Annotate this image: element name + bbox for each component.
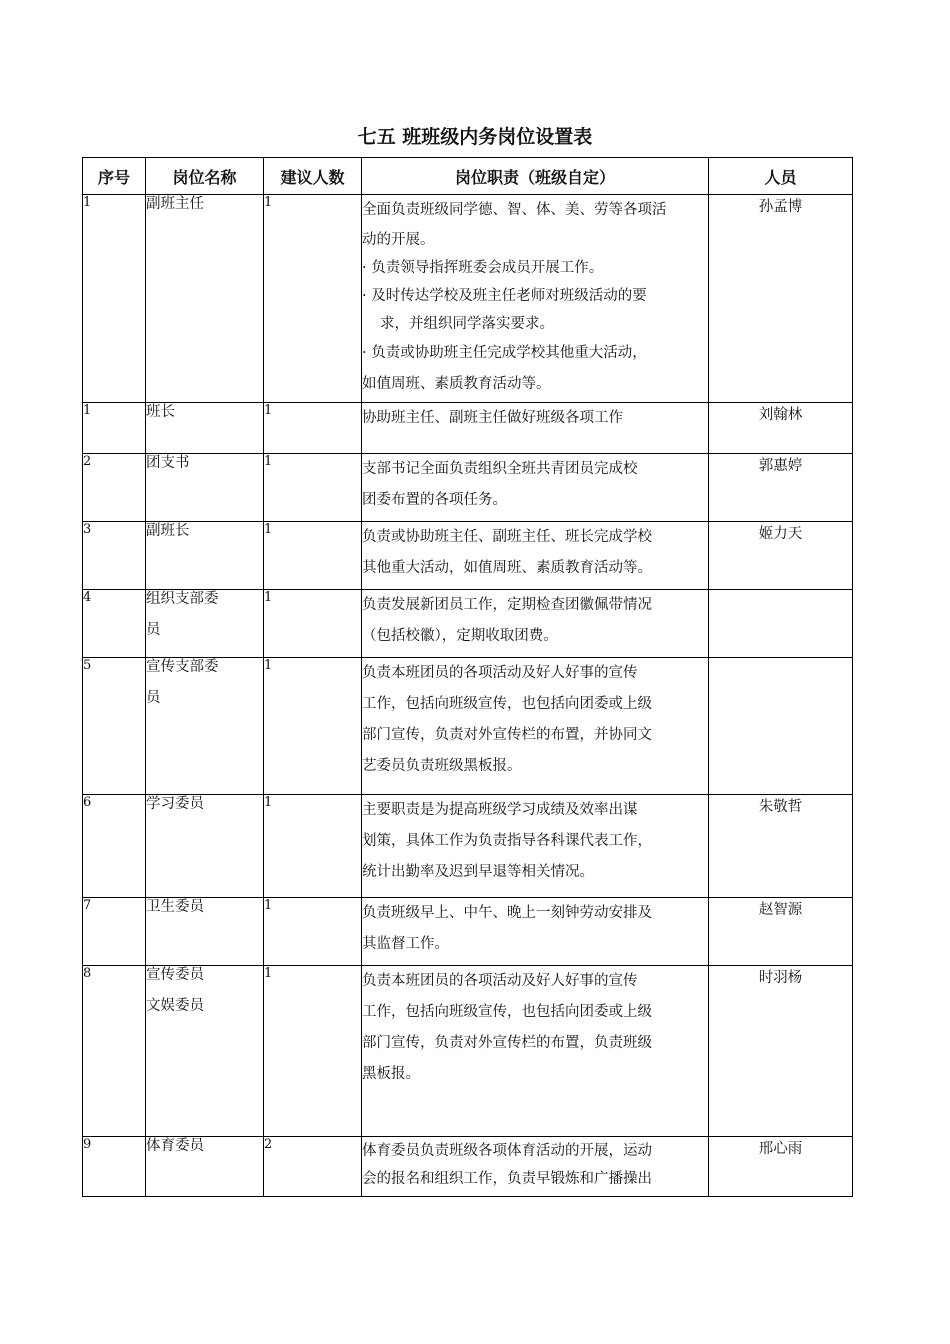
duty-line: 主要职责是为提高班级学习成绩及效率出谋 [362, 802, 638, 818]
duty-line: 统计出勤率及迟到早退等相关情况。 [362, 864, 594, 880]
position-line: 员 [146, 622, 161, 638]
count-cell: 1 [264, 966, 362, 1137]
serial-cell: 4 [83, 590, 146, 658]
duty-line: 其监督工作。 [362, 936, 449, 952]
duty-line: 会的报名和组织工作，负责早锻炼和广播操出 [362, 1171, 652, 1187]
duty-cell [362, 1137, 709, 1197]
person-cell: 时羽杨 [709, 966, 853, 1137]
position-line: 团支书 [146, 455, 190, 471]
position-cell [146, 590, 264, 658]
duty-line: 部门宣传，负责对外宣传栏的布置，并协同文 [362, 727, 652, 743]
serial-cell: 9 [83, 1137, 146, 1197]
serial-cell: 7 [83, 898, 146, 966]
position-line: 员 [146, 690, 161, 706]
position-cell [146, 898, 264, 966]
duty-line: 划策，具体工作为负责指导各科课代表工作， [362, 833, 652, 849]
table-row [83, 195, 853, 403]
position-cell [146, 195, 264, 403]
table-row [83, 1137, 853, 1197]
page-title: 七五 班班级内务岗位设置表 [357, 126, 593, 148]
header-serial: 序号 [83, 158, 146, 195]
position-line: 卫生委员 [146, 899, 204, 915]
position-line: 宣传支部委 [146, 659, 219, 675]
duty-line: · 及时传达学校及班主任老师对班级活动的要 [362, 288, 647, 304]
serial-cell: 6 [83, 795, 146, 898]
serial-cell: 1 [83, 403, 146, 454]
duty-line: 负责或协助班主任、副班主任、班长完成学校 [362, 529, 652, 545]
position-cell [146, 795, 264, 898]
duty-cell [362, 195, 709, 403]
table-row [83, 522, 853, 590]
duty-line: 负责班级早上、中午、晚上一刻钟劳动安排及 [362, 905, 652, 921]
position-line: 体育委员 [146, 1138, 204, 1154]
duty-line: 工作，包括向班级宣传，也包括向团委或上级 [362, 696, 652, 712]
position-cell [146, 966, 264, 1137]
position-line: 副班长 [146, 523, 190, 539]
duty-line: 工作，包括向班级宣传，也包括向团委或上级 [362, 1004, 652, 1020]
person-cell: 朱敬哲 [709, 795, 853, 898]
duty-line: 负责本班团员的各项活动及好人好事的宣传 [362, 973, 638, 989]
serial-cell: 1 [83, 195, 146, 403]
serial-cell: 5 [83, 658, 146, 795]
duty-line: · 负责或协助班主任完成学校其他重大活动， [362, 345, 647, 361]
position-cell [146, 1137, 264, 1197]
count-cell: 2 [264, 1137, 362, 1197]
duty-cell [362, 522, 709, 590]
person-cell: 邢心雨 [709, 1137, 853, 1197]
person-cell [709, 590, 853, 658]
count-cell: 1 [264, 898, 362, 966]
person-cell [709, 658, 853, 795]
duty-line: （包括校徽），定期收取团费。 [362, 628, 558, 644]
count-cell: 1 [264, 522, 362, 590]
count-cell: 1 [264, 658, 362, 795]
duty-cell [362, 590, 709, 658]
person-cell: 孙孟博 [709, 195, 853, 403]
count-cell: 1 [264, 454, 362, 522]
duty-line: 支部书记全面负责组织全班共青团员完成校 [362, 461, 638, 477]
table-row [83, 898, 853, 966]
duty-cell [362, 795, 709, 898]
duty-line: 艺委员负责班级黑板报。 [362, 758, 522, 774]
duty-line: 负责发展新团员工作，定期检查团徽佩带情况 [362, 597, 652, 613]
header-position: 岗位名称 [146, 158, 264, 195]
duty-line: 其他重大活动，如值周班、素质教育活动等。 [362, 560, 652, 576]
table-row [83, 795, 853, 898]
header-count: 建议人数 [264, 158, 362, 195]
table-row [83, 403, 853, 454]
serial-cell: 3 [83, 522, 146, 590]
duty-line: 全面负责班级同学德、智、体、美、劳等各项活 [362, 202, 667, 218]
duty-cell [362, 403, 709, 454]
position-cell [146, 522, 264, 590]
serial-cell: 2 [83, 454, 146, 522]
position-line: 组织支部委 [146, 591, 219, 607]
duty-line: 动的开展。 [362, 232, 435, 248]
position-line: 学习委员 [146, 796, 204, 812]
duty-line: 团委布置的各项任务。 [362, 492, 507, 508]
count-cell: 1 [264, 195, 362, 403]
duty-line: 协助班主任、副班主任做好班级各项工作 [362, 410, 623, 426]
table-row [83, 590, 853, 658]
position-table [82, 157, 853, 1197]
duty-line: 黑板报。 [362, 1066, 420, 1082]
position-line: 副班主任 [146, 196, 204, 212]
header-duties: 岗位职责（班级自定） [362, 158, 709, 195]
count-cell: 1 [264, 590, 362, 658]
duty-line: 体育委员负责班级各项体育活动的开展，运动 [362, 1143, 652, 1159]
header-person: 人员 [709, 158, 853, 195]
serial-cell: 8 [83, 966, 146, 1137]
duty-line: · 负责领导指挥班委会成员开展工作。 [362, 260, 604, 276]
table-row [83, 454, 853, 522]
table-row [83, 966, 853, 1137]
position-cell [146, 403, 264, 454]
person-cell: 郭惠婷 [709, 454, 853, 522]
duty-cell [362, 658, 709, 795]
duty-cell [362, 898, 709, 966]
duty-line: 如值周班、素质教育活动等。 [362, 376, 551, 392]
person-cell: 姬力天 [709, 522, 853, 590]
duty-line: 求，并组织同学落实要求。 [380, 316, 554, 332]
table-row [83, 658, 853, 795]
duty-cell [362, 966, 709, 1137]
duty-line: 负责本班团员的各项活动及好人好事的宣传 [362, 665, 638, 681]
count-cell: 1 [264, 403, 362, 454]
count-cell: 1 [264, 795, 362, 898]
position-line: 班长 [146, 404, 175, 420]
person-cell: 刘翰林 [709, 403, 853, 454]
position-line: 文娱委员 [146, 998, 204, 1014]
position-cell [146, 658, 264, 795]
person-cell: 赵智源 [709, 898, 853, 966]
position-line: 宣传委员 [146, 967, 204, 983]
duty-cell [362, 454, 709, 522]
duty-line: 部门宣传，负责对外宣传栏的布置，负责班级 [362, 1035, 652, 1051]
position-cell [146, 454, 264, 522]
